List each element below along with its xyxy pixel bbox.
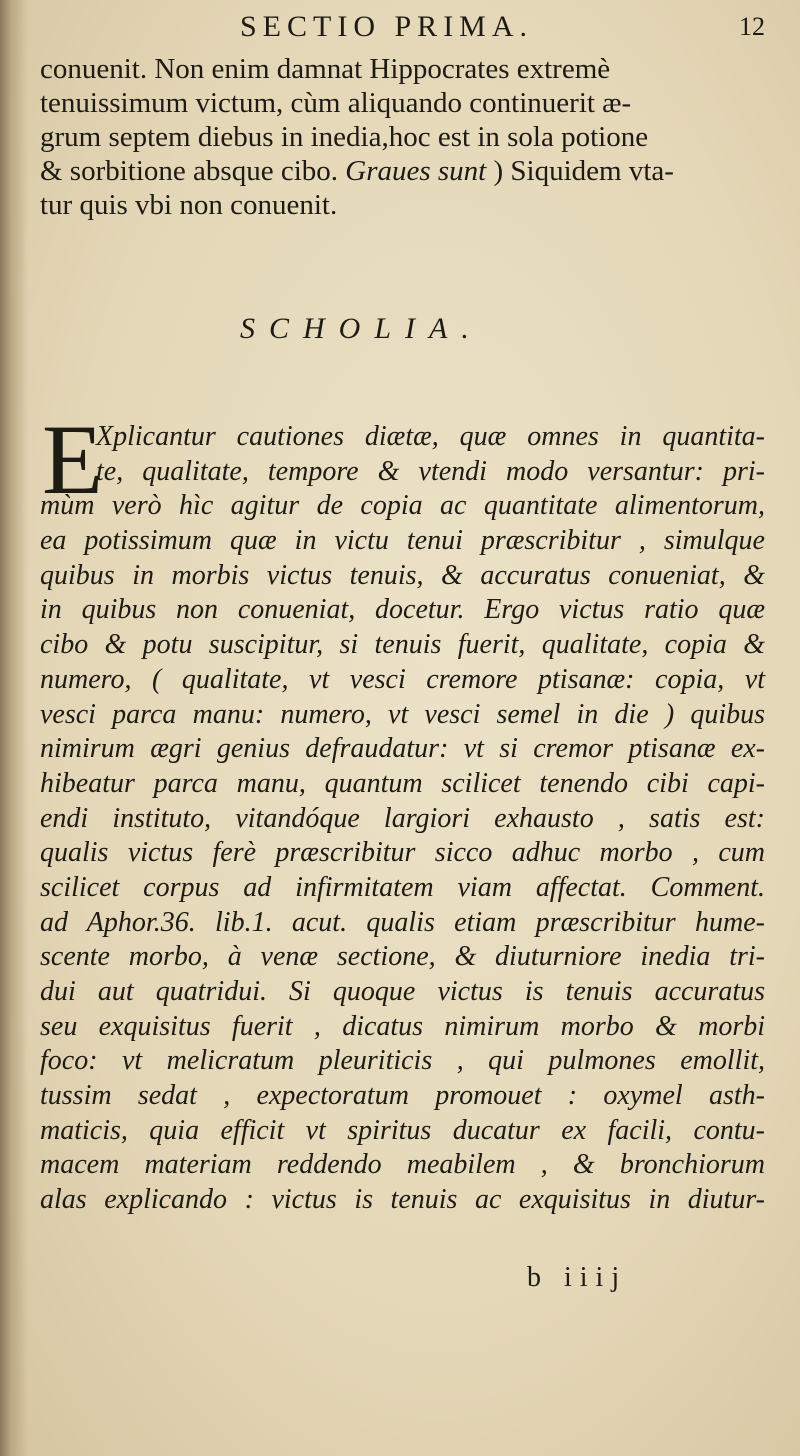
signature-mark: b iiij	[527, 1262, 628, 1293]
scholia-line: dui aut quatridui. Si quoque victus is tenuis accuratus	[40, 976, 765, 1007]
scholia-line: mùm verò hìc agitur de copia ac quantitate alimentorum,	[40, 490, 765, 522]
text-line: tur quis vbi non conuenit.	[40, 189, 338, 221]
scholia-line: in quibus non conueniat, docetur. Ergo victus ratio quæ	[40, 594, 765, 626]
text-line: tenuissimum victum, cùm aliquando continuerit æ-	[40, 87, 632, 119]
text-segment: ) Siquidem vta-	[493, 155, 674, 187]
scholia-line: Xplicantur cautiones diætæ, quæ omnes in quantita-	[96, 421, 765, 452]
page-number: 12	[739, 12, 765, 41]
scholia-text-block	[40, 404, 765, 1218]
drop-cap-initial: E	[42, 404, 104, 515]
scholia-line: foco: vt melicratum pleuriticis , qui pulmones emollit,	[40, 1045, 765, 1077]
scholia-line: cibo & potu suscipitur, si tenuis fuerit, qualitate, copia &	[40, 629, 765, 661]
scholia-line: scente morbo, à venæ sectione, & diuturniore inedia tri-	[40, 941, 765, 973]
running-head: SECTIO PRIMA.	[240, 10, 534, 43]
text-line: grum septem diebus in inedia,hoc est in sola potione	[40, 121, 649, 153]
scholia-line: seu exquisitus fuerit , dicatus nimirum morbo & morbi	[40, 1010, 765, 1042]
main-text-block	[40, 52, 760, 222]
scholia-line: ea potissimum quæ in victu tenui præscribitur , simulque	[40, 525, 765, 557]
page-header	[240, 10, 765, 46]
lemma-italic: Graues sunt	[345, 155, 487, 187]
text-segment: & sorbitione absque cibo.	[40, 155, 339, 187]
scholia-line: macem materiam reddendo meabilem , & bronchiorum	[40, 1149, 765, 1181]
text-line	[40, 154, 760, 188]
scholia-line: hibeatur parca manu, quantum scilicet tenendo cibi capi-	[40, 767, 765, 799]
page-gutter-shadow	[0, 0, 28, 1456]
scholia-line: endi instituto, vitandóque largiori exhausto , satis est:	[40, 802, 765, 834]
scholia-line: numero, ( qualitate, vt vesci cremore ptisanæ: copia, vt	[40, 663, 765, 695]
section-title: SCHOLIA.	[240, 312, 483, 345]
scholia-line: nimirum ægri genius defraudatur: vt si cremor ptisanæ ex-	[40, 733, 765, 765]
scholia-line: maticis, quia efficit vt spiritus ducatur ex facili, contu-	[40, 1114, 765, 1146]
scholia-line: scilicet corpus ad infirmitatem viam affectat. Comment.	[40, 871, 765, 903]
scholia-line: vesci parca manu: numero, vt vesci semel in die ) quibus	[40, 698, 765, 730]
scholia-line: tussim sedat , expectoratum promouet : oxymel asth-	[40, 1080, 765, 1112]
scholia-line: qualis victus ferè præscribitur sicco adhuc morbo , cum	[40, 837, 765, 869]
scholia-line: ad Aphor.36. lib.1. acut. qualis etiam præscribitur hume-	[40, 906, 765, 938]
text-line: conuenit. Non enim damnat Hippocrates extremè	[40, 53, 611, 85]
scholia-line: te, qualitate, tempore & vtendi modo versantur: pri-	[96, 455, 765, 487]
scholia-line: quibus in morbis victus tenuis, & accuratus conueniat, &	[40, 559, 765, 591]
scholia-line: alas explicando : victus is tenuis ac exquisitus in diutur-	[40, 1184, 765, 1216]
